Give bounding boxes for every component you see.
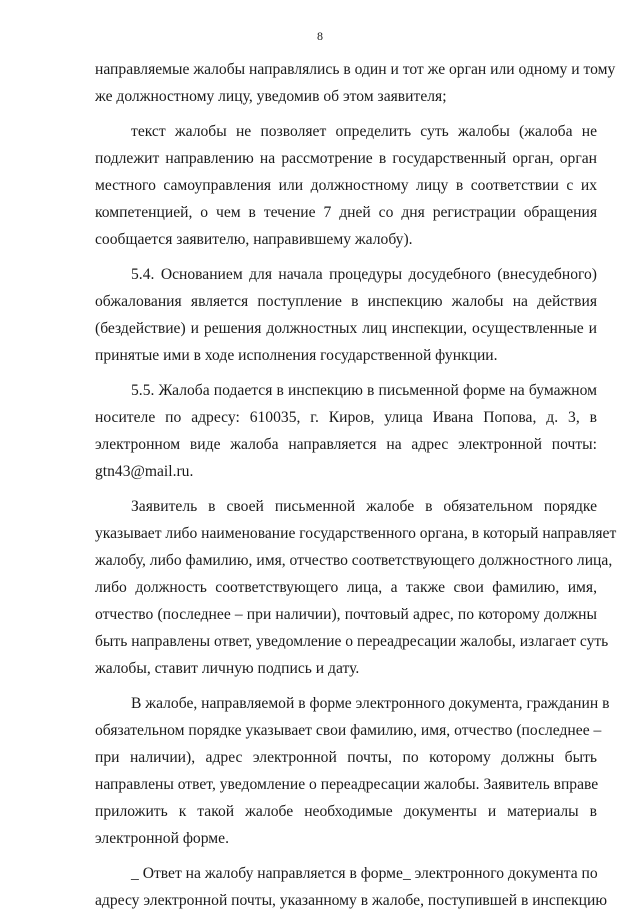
- text-line: сообщается заявителю, направившему жалобу).: [95, 231, 413, 248]
- text-line: (бездействие) и решения должностных лиц инспекции, осуществленные и: [95, 320, 597, 337]
- text-line: отчество (последнее – при наличии), почтовый адрес, по которому должны: [95, 606, 597, 623]
- paragraph: [95, 118, 597, 253]
- text-line: текст жалобы не позволяет определить суть жалобы (жалоба не: [131, 123, 597, 140]
- text-line: 5.5. Жалоба подается в инспекцию в письменной форме на бумажном: [131, 382, 597, 399]
- paragraph: [95, 56, 616, 110]
- text-line: местного самоуправления или должностному лицу в соответствии с их: [95, 177, 597, 194]
- document-body: [95, 56, 617, 922]
- text-line: электронном виде жалоба направляется на адрес электронной почты:: [95, 436, 597, 453]
- text-line: В жалобе, направляемой в форме электронного документа, гражданин в: [131, 695, 610, 712]
- text-line: направляемые жалобы направлялись в один и тот же орган или одному и тому: [95, 61, 616, 78]
- text-line: Заявитель в своей письменной жалобе в обязательном порядке: [131, 498, 597, 515]
- text-line: жалобу, либо фамилию, имя, отчество соответствующего должностного лица,: [95, 552, 613, 569]
- text-line: же должностному лицу, уведомив об этом заявителя;: [95, 88, 447, 105]
- text-line: электронной форме.: [95, 830, 229, 847]
- text-line: жалобы, ставит личную подпись и дату.: [95, 660, 360, 677]
- text-line: 5.4. Основанием для начала процедуры досудебного (внесудебного): [131, 266, 597, 283]
- paragraph: [95, 261, 597, 369]
- text-line: указывает либо наименование государственного органа, в который направляет: [95, 525, 617, 542]
- text-line: быть направлены ответ, уведомление о переадресации жалобы, излагает суть: [95, 633, 609, 650]
- text-line: принятые ими в ходе исполнения государственной функции.: [95, 347, 498, 364]
- text-line: _ Ответ на жалобу направляется в форме_ электронного документа по: [131, 865, 598, 882]
- text-line: при наличии), адрес электронной почты, по которому должны быть: [95, 749, 597, 766]
- text-line: либо должность соответствующего лица, а также свои фамилию, имя,: [95, 579, 597, 596]
- text-line: направлены ответ, уведомление о переадресации жалобы. Заявитель вправе: [95, 776, 599, 793]
- paragraph: [95, 493, 617, 682]
- paragraph: [95, 377, 597, 485]
- text-line: gtn43@mail.ru.: [95, 463, 194, 480]
- text-line: обязательном порядке указывает свои фамилию, имя, отчество (последнее –: [95, 722, 602, 739]
- text-line: адресу электронной почты, указанному в жалобе, поступившей в инспекцию: [95, 892, 608, 909]
- paragraph: [95, 690, 610, 852]
- text-line: носителе по адресу: 610035, г. Киров, улица Ивана Попова, д. 3, в: [95, 409, 597, 426]
- text-line: обжалования является поступление в инспекцию жалобы на действия: [95, 293, 597, 310]
- text-line: подлежит направлению на рассмотрение в государственный орган, орган: [95, 150, 597, 167]
- page-number: 8: [317, 29, 323, 43]
- text-line: приложить к такой жалобе необходимые документы и материалы в: [95, 803, 597, 820]
- paragraph: [95, 860, 608, 914]
- text-line: компетенцией, о чем в течение 7 дней со дня регистрации обращения: [95, 204, 597, 221]
